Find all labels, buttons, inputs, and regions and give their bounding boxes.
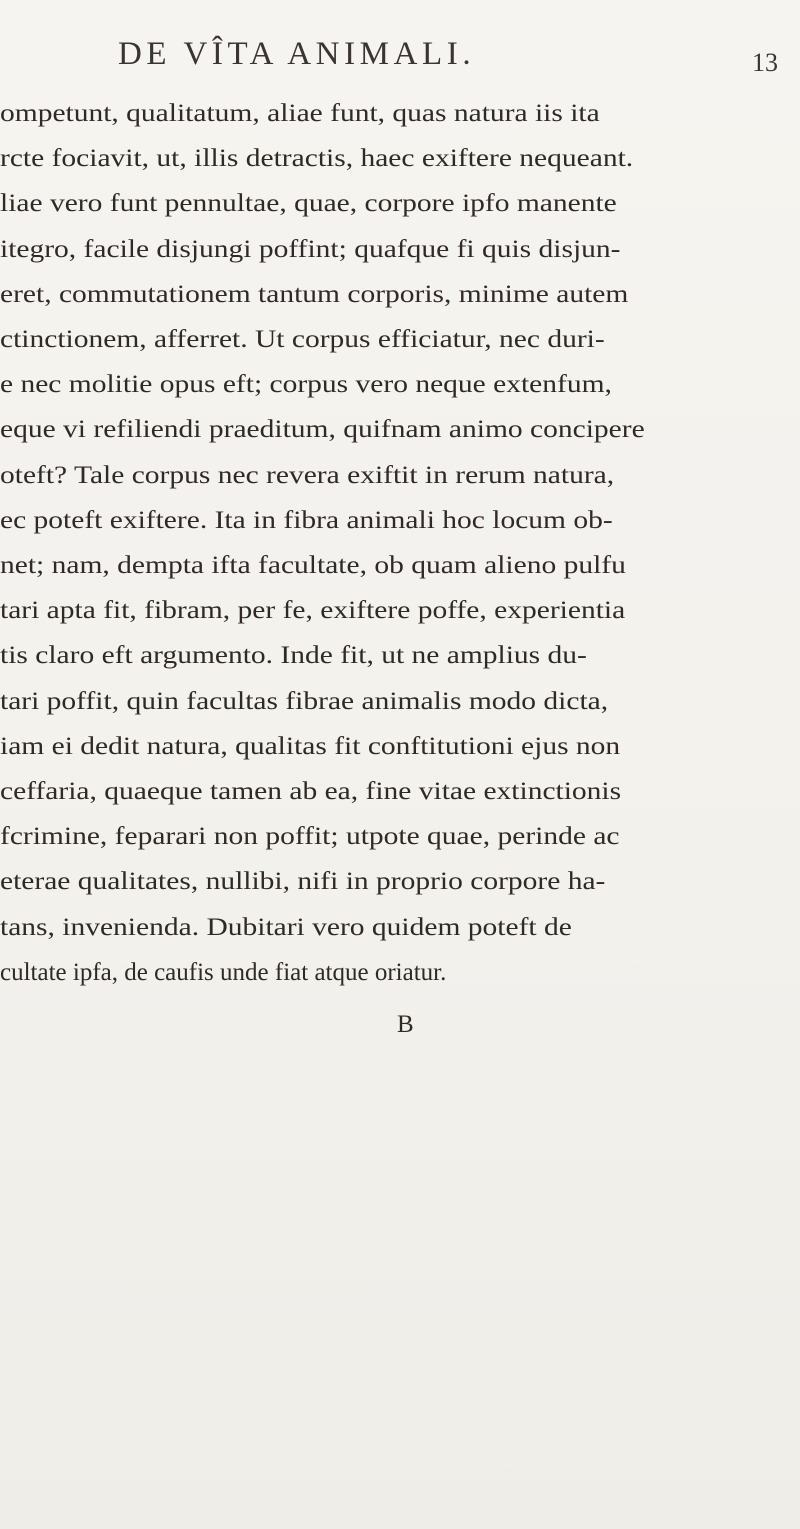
text-line: ec poteft exiftere. Ita in fibra animali hoc locum ob- bbox=[0, 506, 613, 534]
text-line: tari poffit, quin facultas fibrae animalis modo dicta, bbox=[0, 687, 609, 715]
text-line: eque vi refiliendi praeditum, quifnam animo concipere bbox=[0, 416, 645, 444]
text-line: ctinctionem, afferret. Ut corpus efficiatur, nec duri- bbox=[0, 326, 605, 353]
text-line: eret, commutationem tantum corporis, minime autem bbox=[0, 280, 629, 308]
page-number: 13 bbox=[752, 48, 778, 77]
text-line: eterae qualitates, nullibi, nifi in proprio corpore ha- bbox=[0, 868, 606, 896]
text-line: itegro, facile disjungi poffint; quafque fi quis disjun- bbox=[0, 235, 621, 263]
text-line: tans, invenienda. Dubitari vero quidem poteft de bbox=[0, 913, 572, 941]
text-line: cultate ipfa, de caufis unde fiat atque oriatur. bbox=[0, 958, 447, 986]
text-line: fcrimine, feparari non poffit; utpote quae, perinde ac bbox=[0, 823, 620, 851]
text-line: tari apta fit, fibram, per fe, exiftere poffe, experientia bbox=[0, 597, 626, 625]
running-head bbox=[0, 36, 800, 80]
text-line: tis claro eft argumento. Inde fit, ut ne amplius du- bbox=[0, 642, 587, 670]
text-line: e nec molitie opus eft; corpus vero neque extenfum, bbox=[0, 371, 612, 399]
text-line: net; nam, dempta ifta facultate, ob quam alieno pulfu bbox=[0, 552, 626, 579]
text-line: oteft? Tale corpus nec revera exiftit in rerum natura, bbox=[0, 461, 615, 489]
text-line: ceffaria, quaeque tamen ab ea, fine vitae extinctionis bbox=[0, 778, 622, 805]
catchword: B bbox=[397, 1011, 414, 1038]
running-title: DE VÎTA ANIMALI. bbox=[118, 36, 476, 72]
text-line: liae vero funt pennultae, quae, corpore ipfo manente bbox=[0, 190, 617, 218]
text-line: ompetunt, qualitatum, aliae funt, quas natura iis ita bbox=[0, 100, 600, 127]
text-line: rcte fociavit, ut, illis detractis, haec exiftere nequeant. bbox=[0, 145, 634, 173]
text-line: iam ei dedit natura, qualitas fit conftitutioni ejus non bbox=[0, 732, 621, 760]
